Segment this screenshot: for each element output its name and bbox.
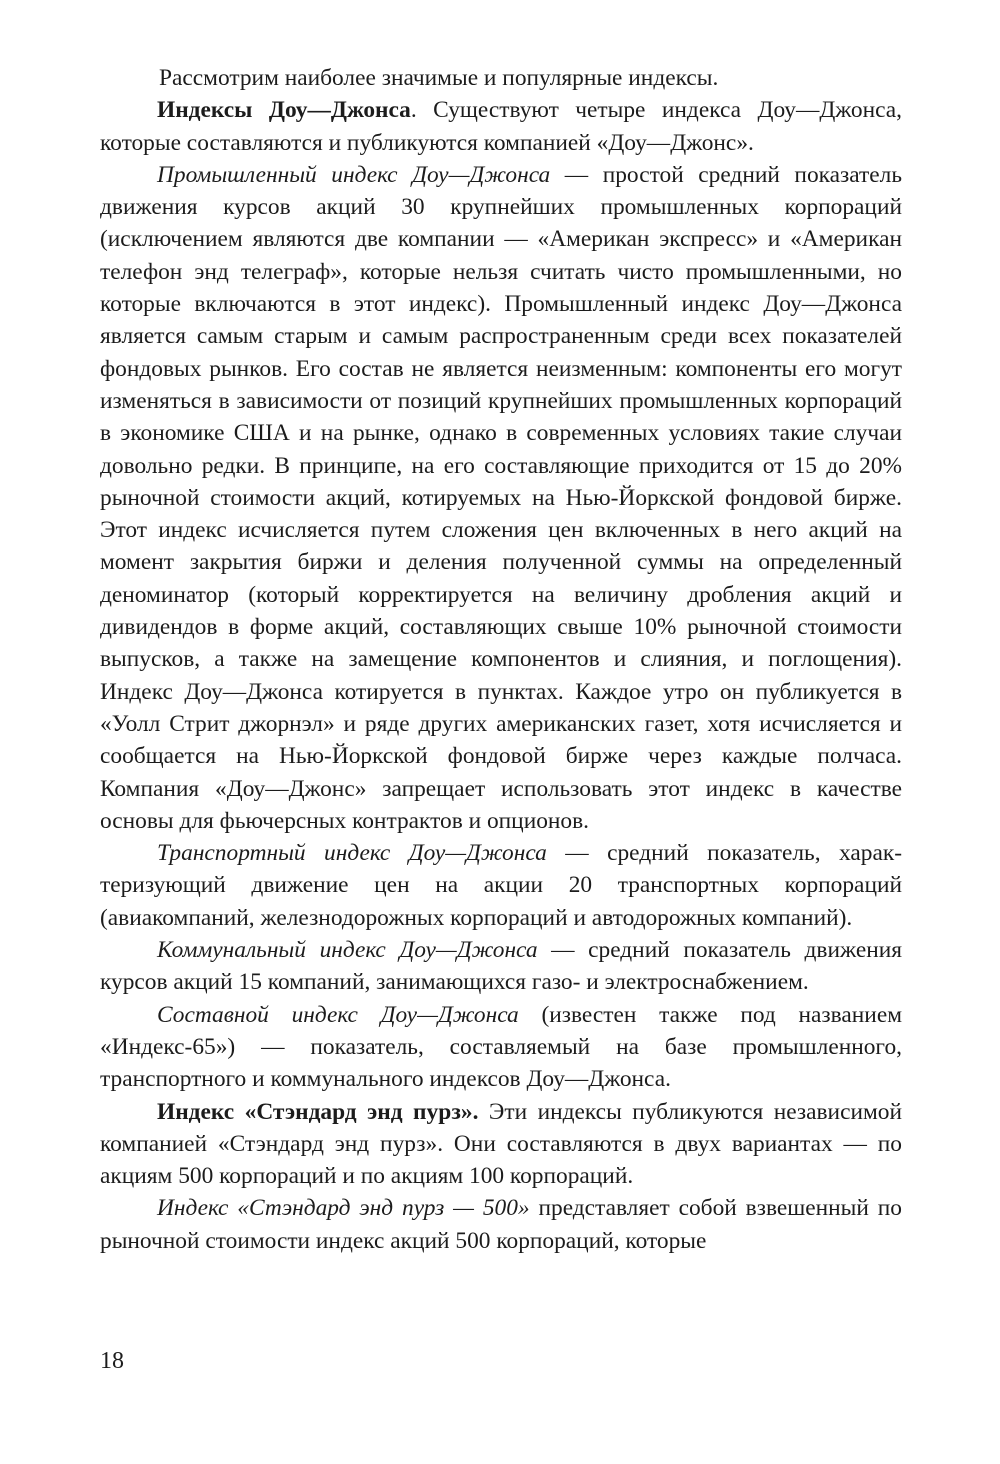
industrial-index-term: Промышленный индекс Доу—Джонса bbox=[157, 161, 551, 188]
paragraph-transport-index bbox=[100, 837, 902, 934]
sp-index-heading: Индекс «Стэндард энд пурз». bbox=[157, 1098, 479, 1125]
composite-index-term: Составной индекс Доу—Джонса bbox=[157, 1001, 519, 1028]
paragraph-intro bbox=[100, 62, 902, 94]
paragraph-composite-index bbox=[100, 999, 902, 1096]
paragraph-sp500-index bbox=[100, 1192, 902, 1257]
transport-index-term: Транспортный индекс Доу—Джонса bbox=[157, 840, 547, 867]
sp500-index-term: Индекс «Стэндард энд пурз — 500» bbox=[157, 1195, 530, 1222]
sp500-index-text: представляет собой взвешенный по рыночной стоимости индекс акций 500 корпораций, которые bbox=[100, 1195, 902, 1254]
paragraph-dow-jones bbox=[100, 94, 902, 159]
intro-text: Рассмотрим наиболее значимые и популярные индексы. bbox=[159, 65, 719, 91]
paragraph-industrial-index bbox=[100, 159, 902, 837]
sp-index-text: Эти индексы публикуются независимой компанией «Стэндард энд пурз». Они составляются в двух вариантах — по акциям 500 корпораций и по акциям 100 корпораций. bbox=[100, 1098, 902, 1190]
page-number: 18 bbox=[100, 1348, 124, 1374]
dow-jones-heading: Индексы Доу—Джонса bbox=[157, 97, 411, 124]
industrial-index-text: — простой средний показатель движения курсов акций 30 крупнейших промышленных корпораций (исключением являются две компании — «Американ экспресс» и «Американ телефон энд телеграф», которые нельзя считать чисто промышленными, но которые включаются в этот индекс). Промышленный индекс Доу—Джонса является самым старым и самым распространенным среди всех показателей фондовых рынков. Его состав не является неизменным: компоненты его могут изменяться в зависимости от позиций крупнейших промышленных корпораций в экономике США и на рынке, однако в современных условиях такие случаи довольно редки. В принципе, на его составляющие приходится от 15 до 20% рыночной стоимости акций, котируемых на Нью-Йоркской фондовой бирже. Этот индекс исчисляется путем сложения цен включенных в него акций на момент закрытия биржи и деления полученной суммы на определенный деноминатор (который корректируется на величину дробления акций и дивидендов в форме акций, составляющих свыше 10% рыночной стоимости выпусков, а также на замещение компонентов и слияния, и поглощения). Индекс Доу—Джонса котируется в пунктах. Каждое утро он публикуется в «Уолл Стрит джорнэл» и ряде других американских газет, хотя исчисляется и сообщается на Нью-Йоркской фондовой бирже через каждые полчаса. Компания «Доу—Джонс» запрещает использовать этот индекс в качестве основы для фьючерсных контрактов и опционов. bbox=[100, 161, 902, 834]
page-body bbox=[100, 62, 902, 1257]
dow-jones-text: . Существуют четыре индекса Доу—Джонса, которые составляются и публикуются компанией «Доу—Джонс». bbox=[100, 97, 902, 156]
utility-index-term: Коммунальный индекс Доу—Джонса bbox=[157, 937, 538, 964]
paragraph-sp-index bbox=[100, 1096, 902, 1193]
utility-index-text: — средний показатель движения курсов акций 15 компаний, занимающихся газо- и электроснабжением. bbox=[100, 937, 902, 996]
transport-index-text: — средний показатель, характеризующий движение цен на акции 20 транспортных корпораций (авиакомпаний, железнодорожных корпораций и автодорожных компаний). bbox=[100, 840, 903, 931]
composite-index-text: (известен также под названием «Индекс-65») — показатель, составляемый на базе промышленного, транспортного и коммунального индексов Доу—Джонса. bbox=[100, 1001, 903, 1093]
paragraph-utility-index bbox=[100, 934, 902, 999]
